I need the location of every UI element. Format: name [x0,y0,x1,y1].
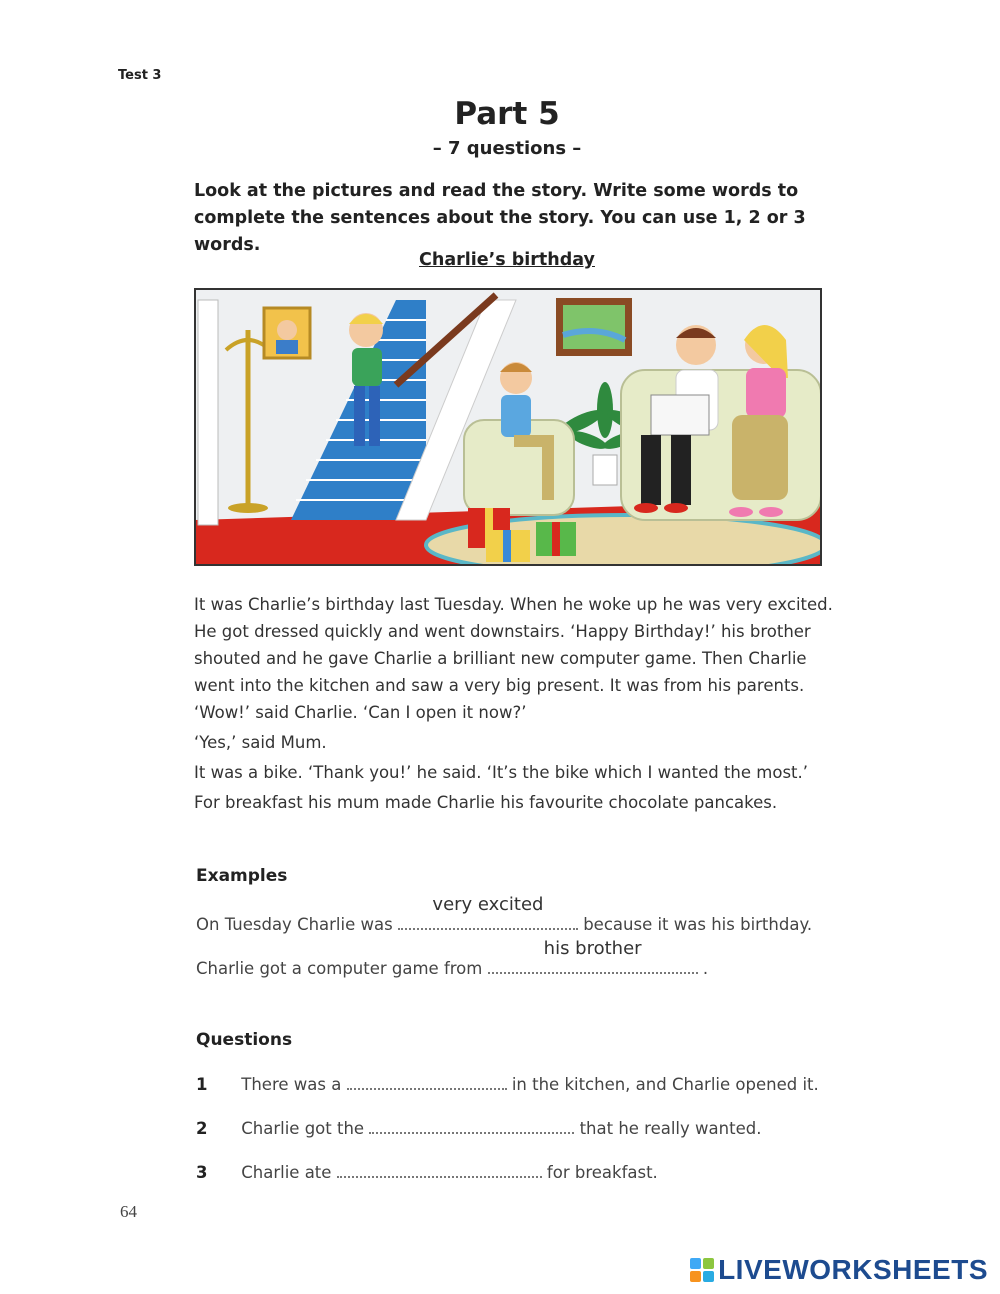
question-number: 3 [196,1163,208,1182]
question-number: 1 [196,1075,208,1094]
example-1 [196,894,813,934]
question-text-before: There was a [241,1075,342,1094]
story-paragraph: ‘Yes,’ said Mum. [194,733,327,752]
question-text-after: in the kitchen, and Charlie opened it. [511,1075,819,1094]
story-paragraph: For breakfast his mum made Charlie his favourite chocolate pancakes. [194,793,778,812]
question-text-before: Charlie got the [241,1119,365,1138]
story-paragraph: It was a bike. ‘Thank you!’ he said. ‘It’s the bike which I wanted the most.’ [194,763,809,782]
question-text-after: for breakfast. [546,1163,658,1182]
question-number: 2 [196,1119,208,1138]
question-2 [196,1118,761,1138]
living-room-scene [196,290,820,564]
question-text-after: that he really wanted. [579,1119,762,1138]
question-3 [196,1162,658,1182]
part-title: Part 5 [454,96,560,132]
instructions: Look at the pictures and read the story. Write some words to complete the sentences about the story. You can use 1, 2 or 3 words. [194,181,806,255]
example-answer: his brother [543,938,642,959]
example-text-after: because it was his birthday. [583,915,813,934]
logo-icon [690,1258,714,1282]
story-text [194,591,834,819]
example-answer: very excited [432,894,544,915]
story-illustration [194,288,822,566]
liveworksheets-logo[interactable] [690,1254,988,1286]
example-answer-blank [488,938,698,974]
story-title: Charlie’s birthday [419,250,595,270]
example-answer-blank [398,894,578,930]
story-paragraph: It was Charlie’s birthday last Tuesday. When he woke up he was very excited. He got dressed quickly and went downstairs. ‘Happy Birthday!’ his brother shouted and he gave Charlie a brilliant new computer game. Then Charlie went into the kitchen and saw a very big present. It was from his parents. ‘Wow!’ said Charlie. ‘Can I open it now?’ [194,595,833,722]
questions-heading: Questions [196,1030,293,1050]
examples-heading: Examples [196,866,288,886]
answer-field-1[interactable] [347,1074,507,1090]
questions-count: – 7 questions – [432,138,582,159]
page-number: 64 [120,1202,137,1221]
example-text-after: . [702,959,709,978]
logo-text: LIVEWORKSHEETS [718,1254,988,1285]
answer-field-3[interactable] [337,1162,542,1178]
question-1 [196,1074,819,1094]
example-2 [196,938,709,978]
example-text-before: On Tuesday Charlie was [196,915,393,934]
question-text-before: Charlie ate [241,1163,332,1182]
answer-field-2[interactable] [369,1118,574,1134]
example-text-before: Charlie got a computer game from [196,959,483,978]
test-label: Test 3 [118,68,162,83]
